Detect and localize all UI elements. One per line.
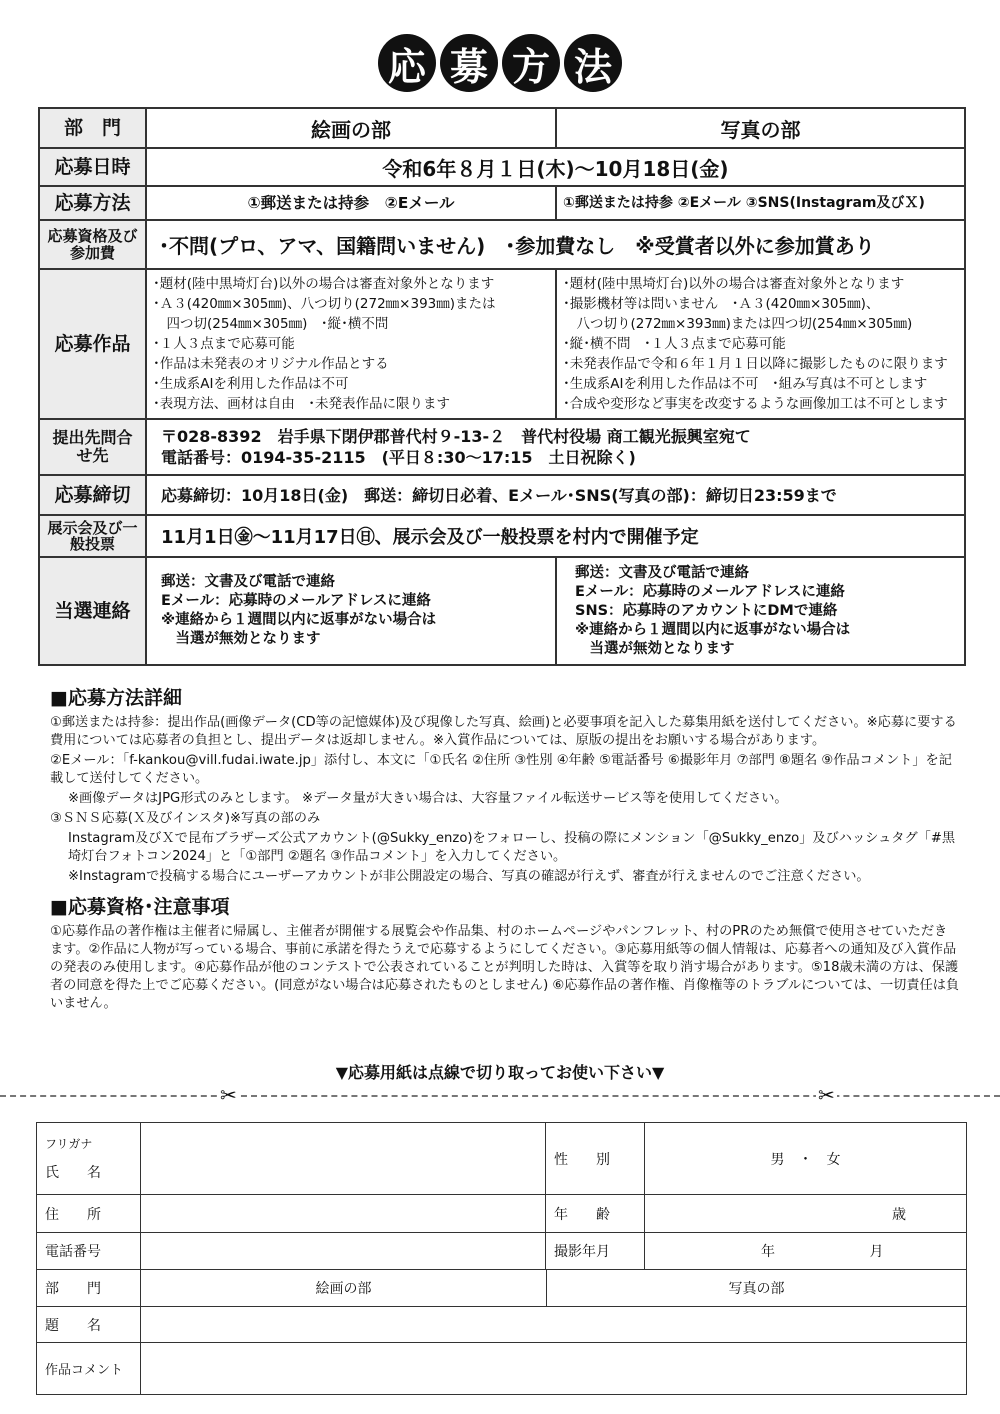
label-exhibition: 展示会及び一般投票 xyxy=(39,515,146,557)
works-painting: ･題材(陸中黒埼灯台)以外の場合は審査対象外となります ･Ａ３(420㎜×305㎜)、八つ切り(272㎜×393㎜)または 四つ切(254㎜×305㎜) ･縦･横不問 ･１人３点まで応募可能 ･作品は未発表のオリジナル作品とする ･生成系AIを利用した作品は不可 ･表現方法、画材は自由 ･未発表作品に限ります xyxy=(146,269,556,419)
age-field[interactable]: 歳 xyxy=(645,1195,967,1233)
address-label: 住 所 xyxy=(37,1195,141,1233)
label-contact: 提出先問合せ先 xyxy=(39,419,146,475)
address-field[interactable] xyxy=(141,1195,546,1233)
scissors-icon: ✂ xyxy=(220,1083,237,1107)
detail-sns-note: ※Instagramで投稿する場合にユーザーアカウントが非公開設定の場合、写真の確認が行えず、審査が行えませんのでご注意ください。 xyxy=(68,869,870,884)
details-heading: ■応募方法詳細 xyxy=(50,687,182,709)
deadline-value: 応募締切：10月18日(金) 郵送：締切日必着、Eメール･SNS(写真の部)：締切日23:59まで xyxy=(146,475,965,515)
guidelines-table xyxy=(38,107,966,666)
dept-photo-option[interactable]: 写真の部 xyxy=(728,1281,785,1297)
method-painting: ①郵送または持参 ②Eメール xyxy=(146,186,556,220)
phone-field[interactable] xyxy=(141,1233,546,1270)
label-eligibility: 応募資格及び参加費 xyxy=(39,220,146,269)
age-label: 年 齢 xyxy=(546,1195,645,1233)
name-label: フリガナ 氏 名 xyxy=(37,1123,141,1195)
contact-address: 〒028-8392 岩手県下閉伊郡普代村９-13-２ 普代村役場 商工観光振興室宛て xyxy=(161,427,751,446)
eligibility-value: ･不問(プロ、アマ、国籍問いません) ･参加費なし ※受賞者以外に参加賞あり xyxy=(146,220,965,269)
label-dept: 部 門 xyxy=(39,108,146,148)
title-char: 法 xyxy=(564,34,622,92)
detail-email-note: ※画像データはJPG形式のみとします。 ※データ量が大きい場合は、大容量ファイル転送サービス等を使用してください。 xyxy=(68,791,788,806)
details-section xyxy=(50,683,960,1015)
contact-phone: 電話番号：0194-35-2115 (平日８:30～17:15 土日祝除く) xyxy=(161,448,636,467)
title-field[interactable] xyxy=(141,1307,967,1343)
method-photo: ①郵送または持参 ②Eメール ③SNS(Instagram及びＸ) xyxy=(556,186,965,220)
detail-email: ②Eメール：「f-kankou@vill.fudai.iwate.jp」添付し、本文に「①氏名 ②住所 ③性別 ④年齢 ⑤電話番号 ⑥撮影年月 ⑦部門 ⑧題名 ⑨作品コメント」を記載して送付してください。 xyxy=(50,753,952,786)
gender-field[interactable]: 男 ・ 女 xyxy=(645,1123,967,1195)
scissors-icon: ✂ xyxy=(818,1083,835,1107)
detail-sns-body: Instagram及びＸで昆布ブラザーズ公式アカウント(@Sukky_enzo)をフォローし、投稿の際にメンション「@Sukky_enzo」及びハッシュタグ「#黒埼灯台フォトコン2024」と「①部門 ②題名 ③作品コメント」を入力してください。 xyxy=(68,831,956,864)
dept-choice[interactable] xyxy=(141,1270,967,1307)
works-photo: ･題材(陸中黒埼灯台)以外の場合は審査対象外となります ･撮影機材等は問いません ･Ａ３(420㎜×305㎜)、 八つ切り(272㎜×393㎜)または四つ切(254㎜×305㎜) ･縦･横不問 ･１人３点まで応募可能 ･未発表作品で令和６年１月１日以降に撮影したものに限ります ･生成系AIを利用した作品は不可 ･組み写真は不可とします ･合成や変形など事実を改変するような画像加工は不可とします xyxy=(556,269,965,419)
label-notice: 当選連絡 xyxy=(39,557,146,665)
cut-instruction: ▼応募用紙は点線で切り取ってお使い下さい▼ xyxy=(335,1063,665,1082)
title-char: 募 xyxy=(440,34,498,92)
label-deadline: 応募締切 xyxy=(39,475,146,515)
shoot-date-label: 撮影年月 xyxy=(546,1233,645,1270)
dept-label: 部 門 xyxy=(37,1270,141,1307)
comment-field[interactable] xyxy=(141,1343,967,1395)
title-char: 方 xyxy=(502,34,560,92)
contact-info xyxy=(146,419,965,475)
label-method: 応募方法 xyxy=(39,186,146,220)
comment-label: 作品コメント xyxy=(37,1343,141,1395)
cut-line xyxy=(0,1095,1000,1097)
detail-sns: ③ＳＮＳ応募(Ｘ及びインスタ)※写真の部のみ xyxy=(50,811,321,826)
entry-period: 令和6年８月１日(木)～10月18日(金) xyxy=(146,148,965,186)
notice-painting: 郵送：文書及び電話で連絡 Eメール：応募時のメールアドレスに連絡 ※連絡から１週間以内に返事がない場合は 当選が無効となります xyxy=(146,557,556,665)
label-date: 応募日時 xyxy=(39,148,146,186)
eligibility-heading: ■応募資格･注意事項 xyxy=(50,896,230,918)
title-label: 題 名 xyxy=(37,1307,141,1343)
label-works: 応募作品 xyxy=(39,269,146,419)
exhibition-value: 11月1日㊎～11月17日㊐、展示会及び一般投票を村内で開催予定 xyxy=(146,515,965,557)
name-field[interactable] xyxy=(141,1123,546,1195)
phone-label: 電話番号 xyxy=(37,1233,141,1270)
entry-form xyxy=(36,1122,967,1395)
page-title xyxy=(0,20,1000,110)
title-char: 応 xyxy=(378,34,436,92)
dept-painting-option[interactable]: 絵画の部 xyxy=(141,1270,547,1306)
eligibility-notes: ①応募作品の著作権は主催者に帰属し、主催者が開催する展覧会や作品集、村のホームページやパンフレット、村のPRのため無償で使用させていただきます。②作品に人物が写っている場合、事前に承諾を得たうえで応募するようにしてください。③応募用紙等の個人情報は、応募者への通知及び入賞作品の発表のみ使用します。④応募作品が他のコンテストで公表されていることが判明した時は、入賞等を取り消す場合があります。⑤18歳未満の方は、保護者の同意を得た上でご応募ください。(同意がない場合は応募されたものとしません) ⑥応募作品の著作権、肖像権等のトラブルについては、一切責任は負いません。 xyxy=(50,924,960,1011)
notice-photo: 郵送：文書及び電話で連絡 Eメール：応募時のメールアドレスに連絡 SNS：応募時のアカウントにDMで連絡 ※連絡から１週間以内に返事がない場合は 当選が無効となります xyxy=(556,557,965,665)
dept-painting: 絵画の部 xyxy=(146,108,556,148)
detail-mail: ①郵送または持参：提出作品(画像データ(CD等の記憶媒体)及び現像した写真、絵画)と必要事項を記入した募集用紙を送付してください。※応募に要する費用については応募者の負担とし、提出データは返却しません。※入賞作品については、原版の提出をお願いする場合があります。 xyxy=(50,715,957,748)
gender-label: 性 別 xyxy=(546,1123,645,1195)
dept-photo: 写真の部 xyxy=(556,108,965,148)
shoot-date-field[interactable]: 年 月 xyxy=(645,1233,967,1270)
